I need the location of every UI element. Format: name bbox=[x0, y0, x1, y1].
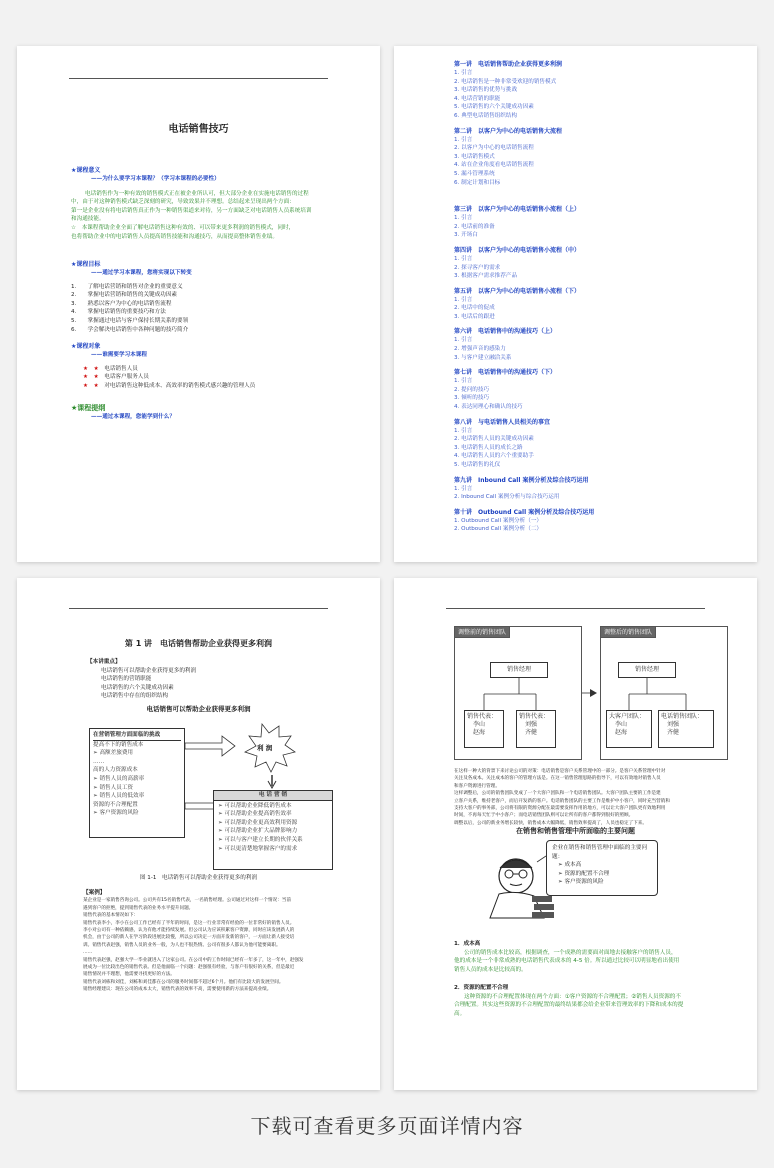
case-line: 销售经理建议：现在公司的成本太大，销售代表的效率不高，需要使用新的方法来提高业绩。 bbox=[83, 987, 272, 993]
section-sub: ——通过学习本课程，您将实现以下转变 bbox=[91, 270, 192, 276]
case-line: 销售代表的基本情况如下： bbox=[83, 913, 139, 919]
lesson-item: 1. 引言 bbox=[454, 296, 473, 303]
lesson-item: 5. 电话销售的六个关键成功因素 bbox=[454, 104, 534, 111]
section-course-goals bbox=[71, 260, 351, 334]
section-sub: ——通过本课程，您能学到什么？ bbox=[91, 414, 175, 420]
challenge-line: ➢ 高额差旅费用 bbox=[93, 750, 134, 757]
lesson-item: 2. Outbound Call 案例分析（二） bbox=[454, 526, 543, 533]
problem-head: 2．资源的配置不合理 bbox=[454, 985, 509, 991]
section-sub: ——为什么要学习本课程？（学习本课程的必要性） bbox=[91, 176, 220, 182]
section-head: ★课程提纲 bbox=[71, 404, 106, 412]
org-after-title: 调整后的销售团队 bbox=[600, 626, 656, 638]
lesson-item: 2. 以客户为中心的电话销售流程 bbox=[454, 145, 534, 152]
problem-resources bbox=[454, 984, 704, 1018]
burst-label: 利 润 bbox=[257, 744, 273, 752]
goal-item: 6. 学会解决电话销售中各种问题的技巧简介 bbox=[71, 326, 189, 333]
benefit-line: ➢ 可以帮助企业提高销售效率 bbox=[218, 811, 292, 818]
lesson-title: 第五讲 以客户为中心的电话销售小流程（下） bbox=[454, 287, 581, 295]
case-line: 李小对公司有一种依赖感，认为有他才能持续发展。但公司认为应该积累客户资源，同时应该发展新人的 bbox=[83, 928, 295, 934]
bubble-item: ➢ 资源的配置不合理 bbox=[558, 870, 610, 877]
challenge-line: 高的人力资源成本 bbox=[93, 767, 138, 774]
challenges-head: 在营销管理方面面临的挑战 bbox=[93, 731, 181, 741]
audience-item: ★ ★ 电话客户服务人员 bbox=[83, 374, 149, 381]
case-line: …… bbox=[83, 950, 93, 956]
case-head: 【案例】 bbox=[83, 890, 106, 896]
challenge-line: ➢ 客户资源的风险 bbox=[93, 810, 139, 817]
benefit-line: ➢ 可以更清楚地掌握客户的需求 bbox=[218, 845, 298, 852]
lesson-item: 3. 电话后的跟进 bbox=[454, 313, 495, 320]
lesson-item: 3. 倾听的技巧 bbox=[454, 395, 490, 402]
lesson-item: 6. 典型电话销售组织结构 bbox=[454, 112, 518, 119]
audience-item: ★ ★ 对电话销售这种低成本、高效率的销售模式感兴趣的管理人员 bbox=[83, 382, 256, 389]
lesson-item: 1. 引言 bbox=[454, 70, 473, 76]
lesson-item: 2. 探寻客户的需求 bbox=[454, 264, 501, 271]
problem-text: 公司的销售成本比较高，根据调查，一个成熟的需要面对面地去接触客户的销售人员， bbox=[464, 949, 677, 956]
lesson-item: 1. 引言 bbox=[454, 255, 473, 262]
download-caption: 下载可查看更多页面详情内容 bbox=[250, 1114, 524, 1138]
lesson-item: 1. 引言 bbox=[454, 485, 473, 492]
lesson-title: 第六讲 电话销售中的沟通技巧（上） bbox=[454, 328, 557, 336]
telemarketing-head: 电 话 营 销 bbox=[214, 791, 332, 801]
challenge-line: ➢ 销售人员工资 bbox=[93, 784, 134, 791]
telemarketing-box bbox=[213, 790, 333, 870]
org-after-manager: 销售经理 bbox=[618, 662, 676, 678]
lesson-item: 1. 引言 bbox=[454, 136, 473, 143]
body-line: ☆ 本课程帮助企业全面了解电话销售这种有效的、可以带来更多利润的销售模式，同时， bbox=[71, 224, 295, 231]
case-study bbox=[83, 890, 333, 994]
section-head: ★课程对象 bbox=[71, 343, 101, 350]
lesson-item: 3. 根据客户需求推荐产品 bbox=[454, 273, 518, 280]
page-3-lesson-1 bbox=[17, 578, 380, 1090]
case-line: 展成为一位比较出色的销售代表。但是他面临一个问题：赵强很有经验，与客户有很好的关系，但是最近 bbox=[83, 965, 295, 971]
case-line: 销售情况并不理想，他需要寻找更好的方法。 bbox=[83, 972, 175, 978]
body-line: 和沟通技能。 bbox=[71, 216, 105, 223]
lesson-item: 3. 与客户建立融洽关系 bbox=[454, 354, 512, 361]
focus-item: 电话销售中存在的组织结构 bbox=[101, 693, 169, 700]
section-course-outline bbox=[71, 404, 351, 422]
problem-head: 1．成本高 bbox=[454, 941, 481, 947]
lesson-title: 第四讲 以客户为中心的电话销售小流程（中） bbox=[454, 246, 581, 254]
lesson-item: 4. 电话销售人员的六个重要助手 bbox=[454, 453, 534, 460]
focus-head: 【本讲重点】 bbox=[87, 659, 121, 665]
lesson-item: 2. Inbound Call 案例分析与综合技巧运用 bbox=[454, 494, 560, 501]
benefit-line: ➢ 可以与客户建立长期的伙伴关系 bbox=[218, 836, 303, 843]
challenge-line: 资源的不合理配置 bbox=[93, 801, 138, 808]
lesson-item: 5. 漏斗管理系统 bbox=[454, 170, 495, 177]
explanation-line: 和客户资源进行管理。 bbox=[454, 783, 500, 789]
lesson-item: 5. 电话销售的礼仪 bbox=[454, 462, 501, 468]
case-line: 训。销售代表赵强，销售人员的业务一般，为人也不很热情。公司有很多人都认为他可能要离职。 bbox=[83, 942, 281, 948]
case-line: 销售代表刘栋和刘佳，刘栋和刘佳都在公司的服务时间都不超过6个月。他们有比较大的发展空间。 bbox=[83, 979, 284, 985]
lesson-title: 第九讲 Inbound Call 案例分析及综合技巧运用 bbox=[454, 476, 589, 484]
explanation-line: 支持大客户的事务部，公司将有限的资源分配在最需要发挥作用的地方，可以让大客户团队更有效地利用 bbox=[454, 806, 666, 812]
lesson-item: 6. 制定计划和目标 bbox=[454, 179, 501, 186]
focus-item: 电话销售的营销职能 bbox=[101, 676, 152, 683]
case-line: 销售代表李小，李小在公司工作已经有了半年的时间，是这一行业非常有经验的一位非常好的销售人员。 bbox=[83, 920, 295, 926]
problem-text: 合理配置。其实这些资源的不合理配置的最终结果都会给企业带来管理效率的下降和成本的提 bbox=[454, 1002, 684, 1009]
challenge-line: ➢ 销售人员的高薪率 bbox=[93, 775, 145, 782]
section-head: ★课程意义 bbox=[71, 167, 101, 174]
problem-cost bbox=[454, 940, 704, 974]
bubble-item: ➢ 成本高 bbox=[558, 862, 582, 869]
problem-text: 销售人员的成本是比较高的。 bbox=[454, 966, 527, 973]
page-4-org-and-problems bbox=[394, 578, 757, 1090]
page-2-outline bbox=[394, 46, 757, 562]
org-before-rep-1: 销售代表： 李山 赵海 bbox=[464, 710, 504, 748]
figure-caption: 图 1-1 电话销售可以帮助企业获得更多的利润 bbox=[139, 875, 258, 881]
body-line: 也将帮助企业中的电话销售人员提高销售技能和沟通技巧，从而提高整体销售业绩。 bbox=[71, 233, 278, 240]
lesson-item: 1. 引言 bbox=[454, 427, 473, 434]
case-line: 机会，由于公司的新人在学习阶段进展比较慢，所以公司决定一方面开发新的客户，一方面让新人接受培 bbox=[83, 935, 295, 941]
lesson-title: 第八讲 与电话销售人员相关的事宜 bbox=[454, 418, 551, 426]
case-line: 销售代表赵强，赵强大学一毕业就进入了这家公司。在公司中的工作时间已经有一年多了，这一年中，赵强发 bbox=[83, 957, 304, 963]
star-icon: ★ ★ bbox=[83, 374, 105, 381]
lesson-title: 第三讲 以客户为中心的电话销售小流程（上） bbox=[454, 206, 581, 214]
section-head: ★课程目标 bbox=[71, 261, 101, 268]
problem-text: 这种资源的不合理配置体现在两个方面：①客户资源的不合理配置；②销售人员资源的不 bbox=[464, 993, 681, 1000]
audience-item: ★ ★ 电话销售人员 bbox=[83, 365, 138, 372]
star-icon: ★ ★ bbox=[83, 382, 105, 389]
focus-item: 电话销售的六个关键成功因素 bbox=[101, 684, 174, 691]
problems-bubble bbox=[546, 840, 658, 896]
body-line: 电话销售作为一种有效的销售模式正在被企业所认可，但大部分企业在实施电话销售的过程 bbox=[85, 190, 309, 197]
section-course-meaning bbox=[71, 166, 351, 241]
lesson-item: 2. 电话中的促成 bbox=[454, 305, 495, 312]
lesson-item: 1. Outbound Call 案例分析（一） bbox=[454, 517, 543, 524]
explanation-line: 调整以后，公司的新业务增长较快，销售成本大幅降低，销售效率提高了，人员也稳定了下来。 bbox=[454, 820, 647, 826]
lesson-title: 第 1 讲 电话销售帮助企业获得更多利润 bbox=[124, 639, 273, 648]
body-line: 中，由于对这种销售模式缺乏深刻的研究，导致效果并不理想。总结起来呈现出两个方面： bbox=[71, 199, 295, 206]
explanation-line: 立客户关系，维持老客户，而后开发新的客户。电话销售团队的主要工作是维护中小客户，同时充当营销和 bbox=[454, 798, 670, 804]
bubble-item: ➢ 客户资源的风险 bbox=[558, 879, 604, 886]
lesson-item: 3. 电话销售模式 bbox=[454, 153, 495, 160]
lesson-item: 1. 引言 bbox=[454, 378, 473, 385]
goal-item: 3. 熟悉以客户为中心的电话销售流程 bbox=[71, 300, 172, 307]
org-before-manager: 销售经理 bbox=[490, 662, 548, 678]
case-line: 某企业是一家销售咨询公司。公司共有15名销售代表，一名销售经理。公司通过对这样一个情况：当前 bbox=[83, 898, 291, 904]
body-line: 第一是企业没有将电话销售真正作为一种销售渠道来对待，另一方面缺乏对电话销售人员系统培训 bbox=[71, 207, 312, 214]
benefit-line: ➢ 可以帮助企业更高效利用资源 bbox=[218, 819, 298, 826]
goal-item: 2. 掌握电话营销和销售的关键成功因素 bbox=[71, 292, 178, 299]
diagram-title: 电话销售可以帮助企业获得更多利润 bbox=[146, 705, 251, 713]
lesson-title: 第一讲 电话销售帮助企业获得更多利润 bbox=[454, 61, 563, 68]
goal-item: 1. 了解电话营销和销售对企业的重要意义 bbox=[71, 283, 183, 290]
bubble-head: 企业在销售和销售管理中面临的主要问题： bbox=[552, 845, 648, 860]
case-line: 遇到客户的拒绝，提到销售代表的业务水平提升问题。 bbox=[83, 905, 194, 911]
org-before-rep-2: 销售代表： 刘强 齐健 bbox=[516, 710, 556, 748]
lesson-item: 3. 开场白 bbox=[454, 232, 478, 239]
explanation-line: 时间，不再每天忙于中小客户；而电话销售团队则可以让所有的客户都得到很好的照顾。 bbox=[454, 813, 634, 819]
lesson-item: 4. 电话营销的职能 bbox=[454, 95, 501, 102]
page-title: 电话销售技巧 bbox=[168, 124, 229, 135]
lesson-item: 3. 电话销售的优势与挑战 bbox=[454, 87, 518, 94]
org-after-team-1: 大客户团队： 李山 赵海 bbox=[606, 710, 652, 748]
lesson-item: 2. 提问的技巧 bbox=[454, 386, 490, 393]
focus-item: 电话销售可以帮助企业获得更多的利润 bbox=[101, 667, 197, 674]
org-before-title: 调整前的销售团队 bbox=[454, 626, 510, 638]
explanation-line: 在这样一种大的背景下来讨论公司的对策：电话销售是客户关系管理中的一部分。是客户关系管理中针对 bbox=[454, 769, 666, 774]
lesson-item: 1. 引言 bbox=[454, 215, 473, 222]
section-sub: ——谁需要学习本课程 bbox=[91, 352, 147, 358]
goal-item: 5. 掌握通过电话与客户保持长期关系的要领 bbox=[71, 317, 189, 324]
lesson-title: 第二讲 以客户为中心的电话销售大流程 bbox=[454, 127, 563, 135]
lesson-item: 3. 电话销售人员的成长之路 bbox=[454, 444, 523, 451]
lesson-item: 4. 表达同理心和确认的技巧 bbox=[454, 404, 523, 411]
header-rule bbox=[69, 78, 328, 79]
challenge-line: …… bbox=[93, 758, 105, 765]
star-icon: ★ ★ bbox=[83, 365, 105, 372]
lesson-item: 2. 增强声音的感染力 bbox=[454, 346, 506, 353]
problems-title: 在销售和销售管理中所面临的主要问题 bbox=[516, 827, 635, 835]
lesson-list bbox=[454, 60, 734, 534]
challenge-line: ➢ 销售人员的低效率 bbox=[93, 793, 145, 800]
problem-text: 高。 bbox=[454, 1010, 466, 1017]
lesson-item: 2. 电话销售人员的关键成功因素 bbox=[454, 436, 534, 443]
lesson-item: 2. 电话前的准备 bbox=[454, 223, 495, 230]
benefit-line: ➢ 可以帮助企业降低销售成本 bbox=[218, 802, 292, 809]
lesson-item: 4. 站在企业角度看电话销售流程 bbox=[454, 162, 534, 169]
lesson-item: 1. 引言 bbox=[454, 337, 473, 344]
explanation-line: 这样调整后，公司的销售团队变成了一个大客户团队和一个电话销售团队。大客户团队主要的工作是建 bbox=[454, 791, 661, 797]
section-course-audience bbox=[71, 342, 351, 390]
page-1-course-intro bbox=[17, 46, 380, 562]
lesson-item: 2. 电话销售是一种非常受欢迎的销售模式 bbox=[454, 78, 557, 85]
lesson-title: 第十讲 Outbound Call 案例分析及综合技巧运用 bbox=[454, 508, 595, 516]
goal-item: 4. 掌握电话销售的重要技巧和方法 bbox=[71, 309, 166, 316]
benefit-line: ➢ 可以帮助企业扩大品牌影响力 bbox=[218, 828, 298, 835]
challenge-line: 提高不下的销售成本 bbox=[93, 741, 144, 748]
explanation-line: 关注及各成本。关注成本的客户的管理方法是。在这一销售管理思路的指导下，可以有效地对销售人员 bbox=[454, 776, 661, 782]
problem-text: 他的成本是一个非常成熟的电话销售代表成本的 4-5 倍。所以通过比较可以明显地看出使用 bbox=[454, 958, 680, 965]
lesson-title: 第七讲 电话销售中的沟通技巧（下） bbox=[454, 369, 557, 377]
org-after-team-2: 电话销售团队： 刘强 齐健 bbox=[658, 710, 714, 748]
